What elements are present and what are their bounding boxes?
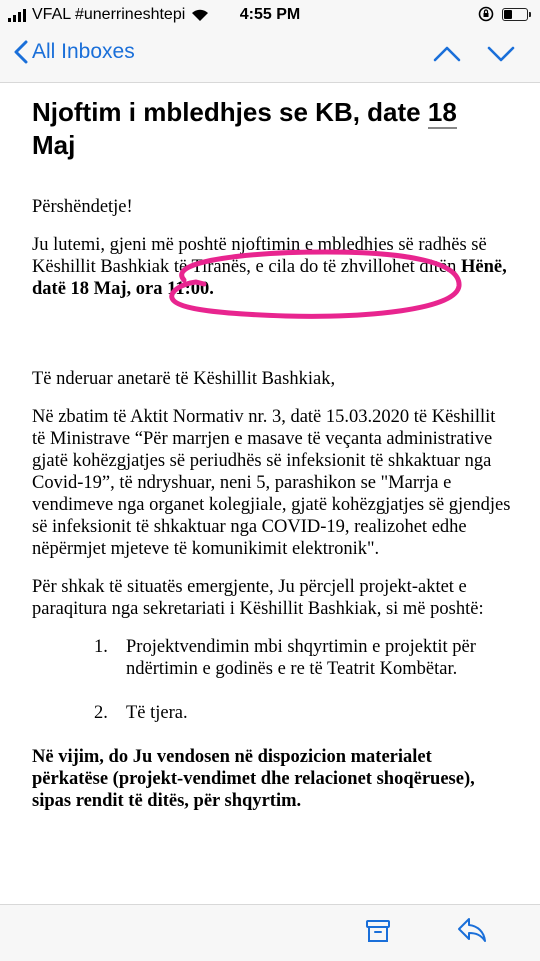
chevron-left-icon (14, 40, 28, 64)
orientation-lock-icon (478, 6, 494, 22)
paragraph-materials: Në vijim, do Ju vendosen në dispozicion materialet përkatëse (projekt-vendimet dhe relacionet shoqëruese), sipas rendit të ditës, për shqyrtim. (32, 747, 475, 811)
meeting-datetime: Hënë, datë 18 Maj, ora 11:00. (32, 257, 507, 299)
chevron-up-icon[interactable] (432, 42, 462, 66)
subject-month: Maj (32, 130, 76, 160)
chevron-down-icon[interactable] (486, 42, 516, 66)
agenda-list (32, 636, 512, 724)
navigation-bar (0, 30, 540, 83)
subject-date-link[interactable]: 18 (427, 97, 457, 127)
agenda-item-number: 1. (94, 637, 108, 657)
salutation: Të nderuar anetarë të Këshillit Bashkiak, (32, 369, 336, 389)
paragraph-meeting-notice (32, 234, 512, 300)
reply-icon[interactable] (456, 915, 488, 945)
email-content (32, 96, 512, 828)
paragraph-legal-basis: Në zbatim të Aktit Normativ nr. 3, datë 15.03.2020 të Këshillit të Ministrave “Për marrjen e masave të veçanta administrative gjatë kohëzgjatjes së periudhës së infeksionit të shkaktuar nga Covid-19”, të ndryshuar, neni 5, parashikon se "Marrja e vendimeve nga organet kolegjiale, gjatë kohëzgjatjes së gjendjes së infeksionit të shkaktuar nga COVID-19, realizohet edhe nëpërmjet mjeteve të komunikimit elektronik". (32, 407, 511, 559)
greeting: Përshëndetje! (32, 197, 133, 217)
email-subject (32, 96, 512, 162)
battery-icon (502, 8, 528, 21)
bottom-toolbar (0, 904, 540, 961)
status-time: 4:55 PM (239, 6, 301, 23)
back-label: All Inboxes (32, 40, 135, 63)
message-navigation (432, 42, 516, 66)
agenda-item (94, 702, 512, 724)
agenda-item-number: 2. (94, 703, 108, 723)
email-body (32, 196, 512, 812)
agenda-item (94, 636, 512, 680)
meeting-notice-text: Ju lutemi, gjeni më poshtë njoftimin e mbledhjes së radhës së Këshillit Bashkiak të Tiranës, e cila do të zhvillohet ditën (32, 235, 487, 277)
back-button[interactable] (14, 40, 135, 64)
archive-icon[interactable] (364, 917, 392, 945)
status-bar (0, 0, 540, 30)
agenda-item-text: Projektvendimin mbi shqyrtimin e projektit për ndërtimin e godinës e re të Teatrit Kombëtar. (126, 637, 476, 679)
status-right (478, 6, 528, 22)
agenda-item-text: Të tjera. (126, 703, 188, 723)
paragraph-projects-intro: Për shkak të situatës emergjente, Ju përcjell projekt-aktet e paraqitura nga sekretariati i Këshillit Bashkiak, si më poshtë: (32, 577, 484, 619)
subject-text: Njoftim i mbledhjes se KB, date (32, 97, 428, 127)
carrier-name: VFAL #unerrineshtepi (32, 6, 186, 23)
